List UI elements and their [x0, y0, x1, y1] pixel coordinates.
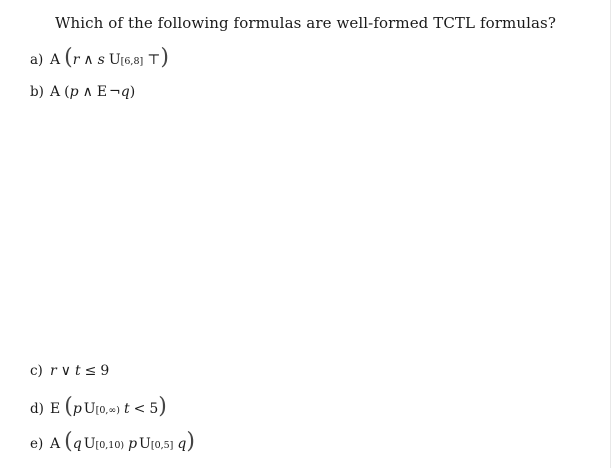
constant-5: 5	[149, 401, 159, 417]
until-operator: U	[139, 436, 151, 452]
open-paren: (	[64, 45, 73, 70]
until-operator: U	[83, 401, 96, 417]
and-operator: ∧	[82, 84, 93, 100]
option-c-label: c)	[30, 363, 43, 379]
option-d-label: d)	[30, 401, 44, 417]
prop-q: q	[177, 436, 187, 452]
less-than-operator: <	[133, 401, 146, 417]
path-quantifier-e: E	[96, 84, 108, 100]
clock-t: t	[124, 401, 130, 417]
clock-t: t	[74, 363, 81, 379]
prop-q: q	[72, 436, 82, 452]
option-b-label: b)	[30, 84, 44, 100]
true-constant: ⊤	[147, 52, 161, 68]
option-b	[30, 84, 135, 100]
path-quantifier-a: A	[50, 84, 61, 100]
formula-c	[50, 363, 109, 379]
formula-d: E ( p U [0,∞) t < 5 )	[50, 394, 167, 419]
option-d	[30, 396, 167, 418]
prop-p: p	[128, 436, 138, 452]
leq-operator: ≤	[84, 363, 97, 379]
path-quantifier-e: E	[50, 401, 61, 417]
until-operator: U	[83, 436, 96, 452]
formula-e: A ( q U [0,10) p U [0,5] q )	[50, 429, 195, 454]
close-paren: )	[186, 429, 195, 454]
constant-9: 9	[100, 363, 110, 379]
close-paren: )	[158, 394, 167, 419]
option-c	[30, 363, 109, 379]
not-operator: ¬	[109, 84, 121, 100]
path-quantifier-a: A	[50, 52, 61, 68]
close-paren: )	[160, 45, 169, 70]
prop-q: q	[120, 84, 130, 100]
and-operator: ∧	[83, 52, 94, 68]
prop-r: r	[72, 52, 80, 68]
or-operator: ∨	[60, 363, 71, 379]
option-e-label: e)	[30, 436, 44, 452]
open-paren: (	[64, 394, 73, 419]
option-a-label: a)	[30, 52, 44, 68]
open-paren: (	[64, 84, 70, 100]
prop-s: s	[97, 52, 105, 68]
path-quantifier-a: A	[50, 436, 61, 452]
formula-a: A ( r ∧ s U [6,8] ⊤ )	[50, 45, 169, 70]
prop-p: p	[72, 401, 82, 417]
open-paren: (	[64, 429, 73, 454]
prop-p: p	[69, 84, 79, 100]
option-e	[30, 431, 195, 453]
close-paren: )	[129, 84, 136, 100]
prop-r: r	[50, 363, 57, 379]
option-a	[30, 47, 169, 69]
formula-b	[50, 84, 135, 100]
until-operator: U	[108, 52, 121, 68]
question-text: Which of the following formulas are well-formed TCTL formulas?	[54, 14, 556, 32]
